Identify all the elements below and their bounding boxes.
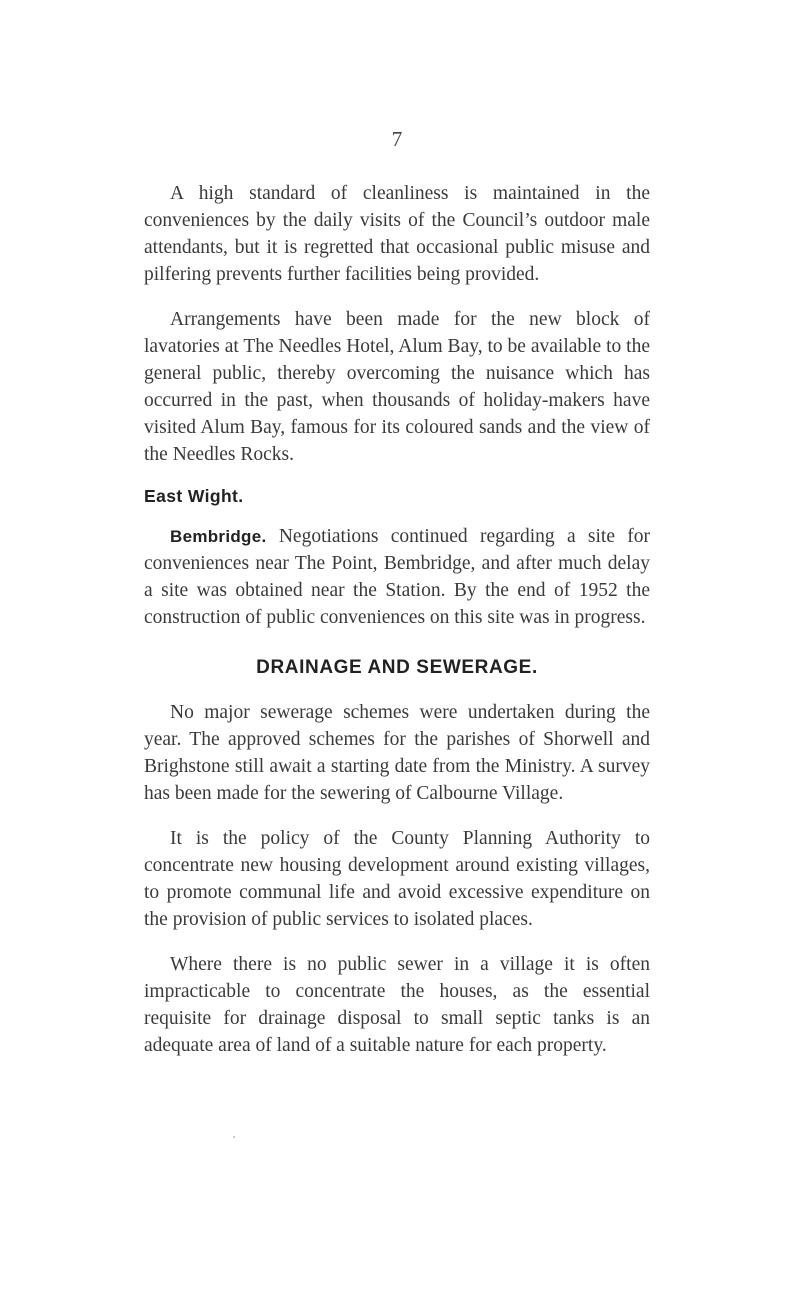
paragraph-bembridge <box>144 523 650 631</box>
section-heading-drainage: DRAINAGE AND SEWERAGE. <box>256 657 538 678</box>
body-text <box>144 180 650 1077</box>
run-in-heading-bembridge: Bembridge. <box>170 527 267 546</box>
page-number: 7 <box>391 127 403 151</box>
bembridge-text: Negotiations continued regarding a site for conveniences near The Point, Bembridge, and after much delay a site was obtained near the Station. By the end of 1952 the construction of public conveniences on this site was in progress. <box>144 526 651 628</box>
paper-speck <box>233 1136 235 1138</box>
paragraph-septic-tanks: Where there is no public sewer in a village it is often impracticable to concentrate the houses, as the essential requisite for drainage disposal to small septic tanks is an adequate area of land of a suitable nature for each property. <box>144 954 650 1056</box>
paragraph-sewerage-schemes: No major sewerage schemes were undertaken during the year. The approved schemes for the parishes of Shorwell and Brighstone still await a starting date from the Ministry. A survey has been made for the sewering of Calbourne Village. <box>144 702 650 804</box>
paragraph-cleanliness: A high standard of cleanliness is maintained in the conveniences by the daily visits of the Council’s outdoor male attendants, but it is regretted that occasional public misuse and pilfering prevents further facilities being provided. <box>144 183 650 285</box>
section-heading-east-wight: East Wight. <box>144 486 244 506</box>
paragraph-planning-policy: It is the policy of the County Planning Authority to concentrate new housing development around existing villages, to promote communal life and avoid excessive expenditure on the provision of public services to isolated places. <box>144 828 650 930</box>
paragraph-needles-hotel: Arrangements have been made for the new block of lavatories at The Needles Hotel, Alum Bay, to be available to the general public, thereby overcoming the nuisance which has occurred in the past, when thousands of holiday-makers have visited Alum Bay, famous for its coloured sands and the view of the Needles Rocks. <box>144 309 650 465</box>
